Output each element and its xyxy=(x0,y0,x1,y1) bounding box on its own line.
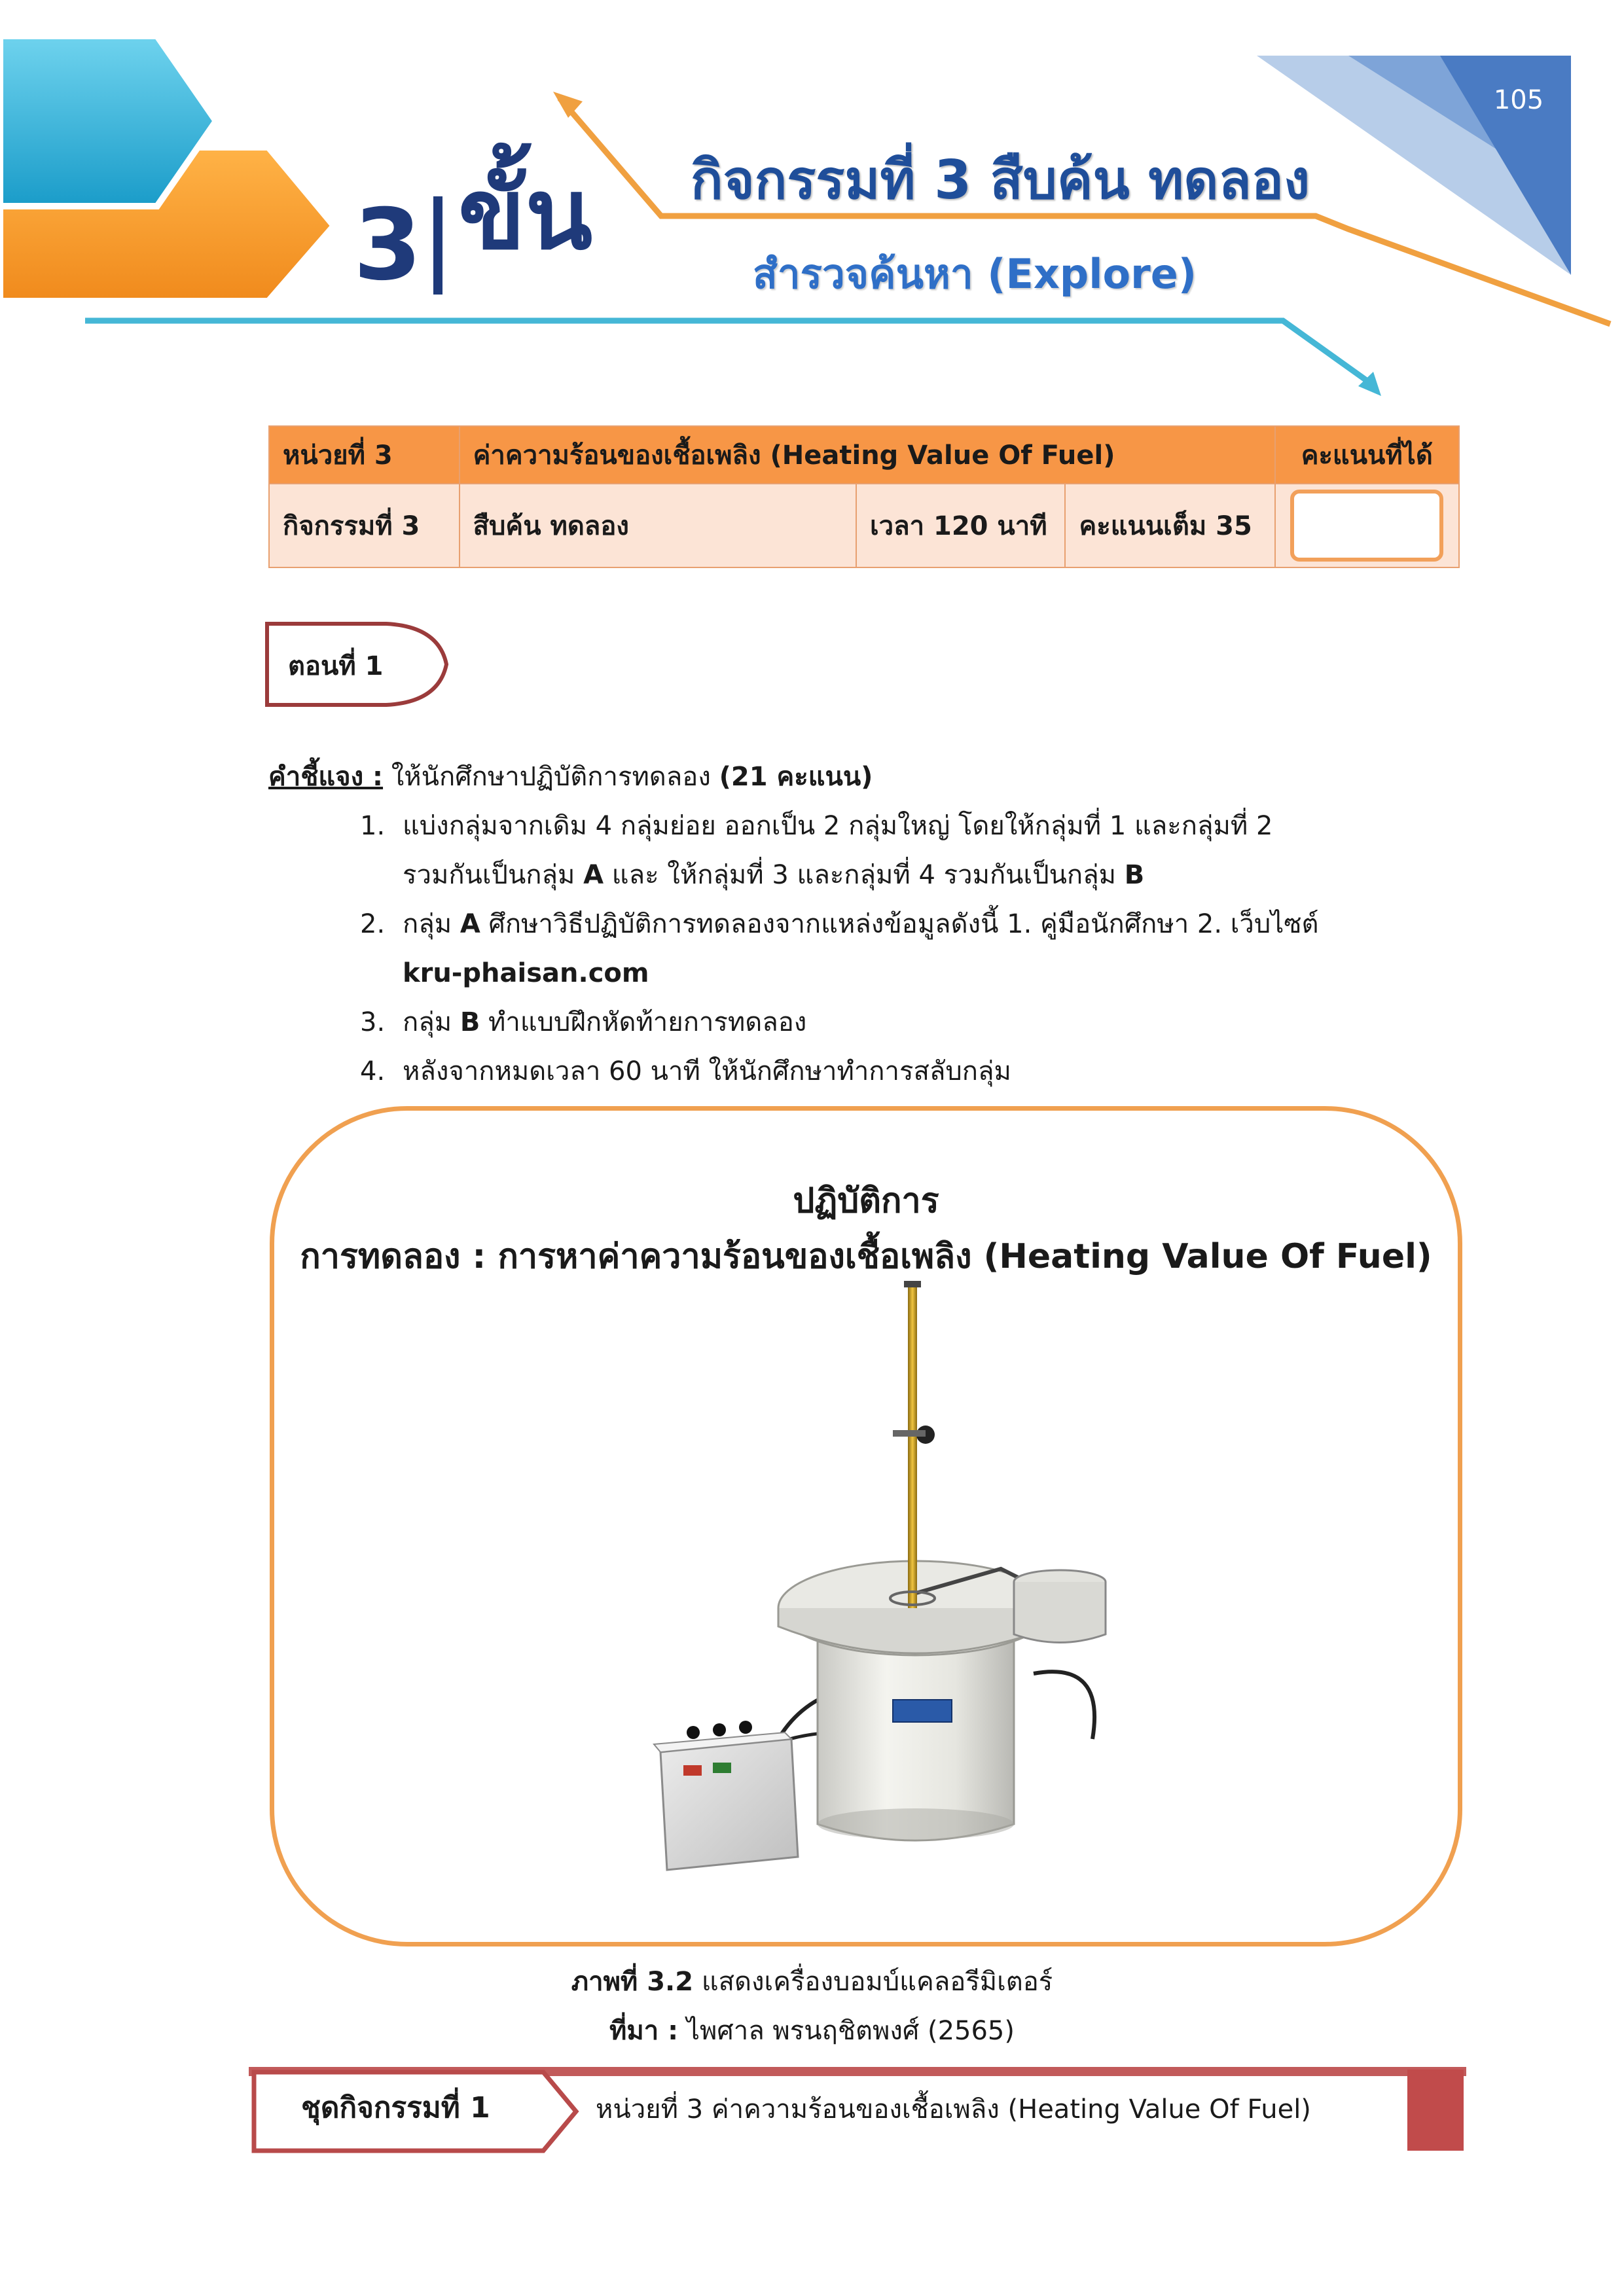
activity-title: กิจกรรมที่ 3 สืบค้น ทดลอง xyxy=(691,149,1310,211)
activity-subtitle: สำรวจค้นหา (Explore) xyxy=(753,250,1197,298)
orange-arrow-head xyxy=(553,92,583,118)
step-3-text-b: ทำแบบฝึกหัดท้ายการทดลอง xyxy=(488,1007,807,1037)
instructions-heading xyxy=(268,753,1512,802)
lab-title: การทดลอง : การหาค่าความร้อนของเชื้อเพลิง (Heating Value Of Fuel) xyxy=(300,1237,1432,1276)
cyan-arrow-line xyxy=(85,321,1375,386)
step-1-group-b: B xyxy=(1124,860,1145,890)
activity-label-cell: กิจกรรมที่ 3 xyxy=(269,484,460,567)
step-number: 3 xyxy=(353,188,422,302)
info-table xyxy=(268,425,1460,568)
step-3-text-a: กลุ่ม xyxy=(403,1007,452,1037)
step-2-text-a: กลุ่ม xyxy=(403,909,452,939)
lab-heading: ปฏิบัติการ xyxy=(793,1181,939,1221)
instructions xyxy=(268,753,1512,1096)
lab-box xyxy=(270,1106,1462,1946)
source-text: ไพศาล พรนฤชิตพงศ์ (2565) xyxy=(686,2016,1015,2046)
website-link[interactable]: kru-phaisan.com xyxy=(403,958,649,988)
step-1-line1: แบ่งกลุ่มจากเดิม 4 กลุ่มย่อย ออกเป็น 2 กลุ่มใหญ่ โดยให้กลุ่มที่ 1 และกลุ่มที่ 2 xyxy=(403,811,1273,841)
figure-label: ภาพที่ 3.2 xyxy=(571,1967,694,1997)
score-obtained-cell xyxy=(1275,484,1459,567)
footer-set-label: ชุดกิจกรรมที่ 1 xyxy=(301,2091,490,2125)
step-number-1: 1. xyxy=(360,811,386,841)
section-label: ตอนที่ 1 xyxy=(288,651,384,681)
step-2-group: A xyxy=(460,909,480,939)
footer-unit-text: หน่วยที่ 3 ค่าความร้อนของเชื้อเพลิง (Heating Value Of Fuel) xyxy=(596,2094,1311,2125)
step-number-2: 2. xyxy=(360,909,386,939)
step-divider xyxy=(433,196,442,295)
unit-label-cell: หน่วยที่ 3 xyxy=(269,426,460,484)
instructions-heading-label: คำชี้แจง : xyxy=(268,762,384,792)
figure-caption xyxy=(0,1960,1624,2002)
activity-name-cell: สืบค้น ทดลอง xyxy=(460,484,856,567)
step-3-group: B xyxy=(460,1007,480,1037)
instructions-heading-points: (21 คะแนน) xyxy=(719,762,873,792)
bomb-calorimeter-image xyxy=(634,1281,1132,1883)
step-number-4: 4. xyxy=(360,1056,386,1086)
step-1-line2b: และ ให้กลุ่มที่ 3 และกลุ่มที่ 4 รวมกันเป็นกลุ่ม xyxy=(611,860,1117,890)
time-cell: เวลา 120 นาที xyxy=(856,484,1066,567)
step-1-line2a: รวมกันเป็นกลุ่ม xyxy=(403,860,575,890)
step-2-text-b: ศึกษาวิธีปฏิบัติการทดลองจากแหล่งข้อมูลดังนี้ 1. คู่มือนักศึกษา 2. เว็บไซต์ xyxy=(488,909,1319,939)
instruction-step-2 xyxy=(268,900,1512,998)
source-label: ที่มา : xyxy=(609,2016,679,2046)
score-obtained-label-cell: คะแนนที่ได้ xyxy=(1275,426,1459,484)
unit-title-cell: ค่าความร้อนของเชื้อเพลิง (Heating Value Of Fuel) xyxy=(460,426,1275,484)
full-score-cell: คะแนนเต็ม 35 xyxy=(1065,484,1274,567)
instruction-step-1 xyxy=(268,802,1512,900)
instruction-step-4 xyxy=(268,1047,1512,1096)
instructions-heading-text: ให้นักศึกษาปฏิบัติการทดลอง xyxy=(391,762,711,792)
instruction-step-3 xyxy=(268,998,1512,1047)
figure-source xyxy=(0,2009,1624,2051)
score-input-box[interactable] xyxy=(1290,490,1443,562)
figure-text: แสดงเครื่องบอมบ์แคลอรีมิเตอร์ xyxy=(701,1967,1053,1997)
step-word: ขั้น xyxy=(458,158,593,272)
step-number-3: 3. xyxy=(360,1007,386,1037)
page-number: 105 xyxy=(1493,85,1544,115)
step-4-text: หลังจากหมดเวลา 60 นาที ให้นักศึกษาทำการสลับกลุ่ม xyxy=(403,1056,1011,1086)
info-table-row-unit xyxy=(269,426,1459,484)
step-1-group-a: A xyxy=(583,860,604,890)
info-table-row-activity xyxy=(269,484,1459,567)
instruction-steps xyxy=(268,802,1512,1096)
